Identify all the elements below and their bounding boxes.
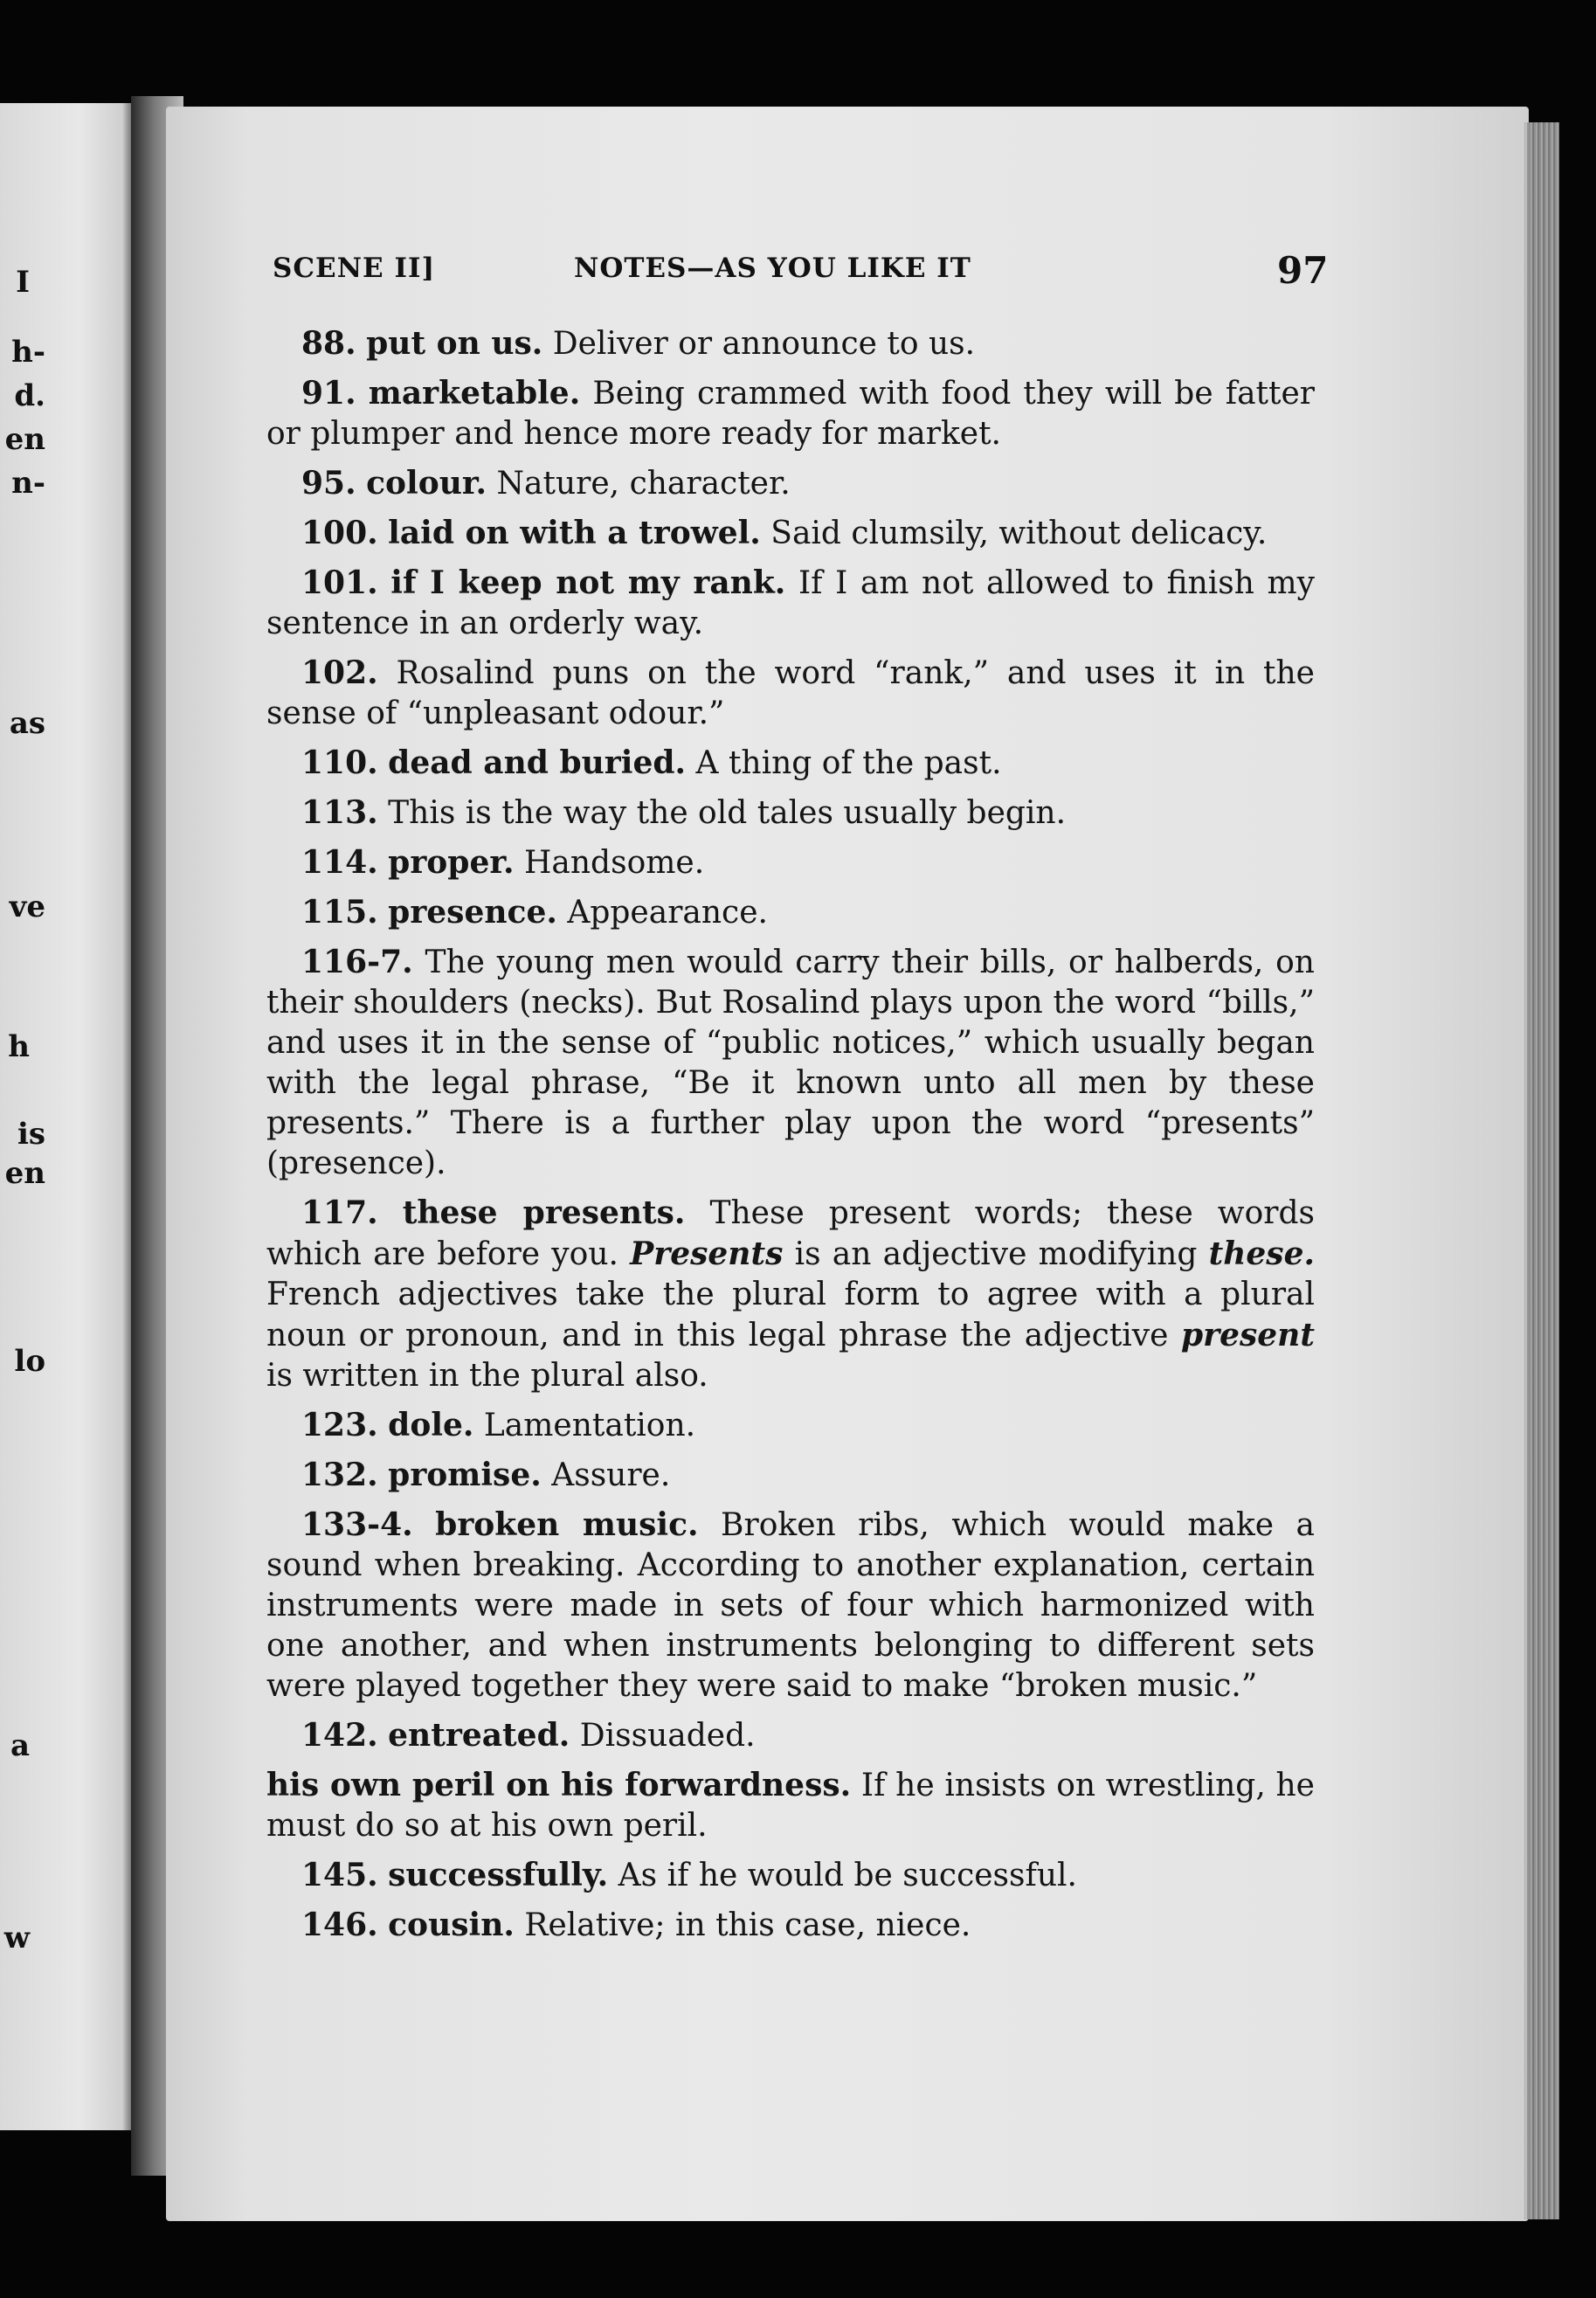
- note-number: 132.: [301, 1457, 378, 1493]
- left-fragment: I: [16, 265, 30, 300]
- note-gloss: Said clumsily, without delicacy.: [770, 516, 1268, 551]
- scene-label: SCENE II]: [273, 253, 436, 284]
- note-number: 110.: [301, 744, 378, 781]
- running-title: NOTES—AS YOU LIKE IT: [574, 253, 971, 284]
- note-lemma: dead and buried.: [388, 744, 687, 781]
- note-item: [266, 1405, 1315, 1446]
- note-gloss: As if he would be successful.: [618, 1858, 1077, 1893]
- page-number: 97: [1277, 249, 1329, 292]
- left-fragment: is: [17, 1117, 45, 1152]
- note-gloss: Being crammed with food they will be fatter or plumper and hence more ready for market.: [266, 376, 1315, 452]
- note-gloss: Handsome.: [524, 845, 705, 881]
- note-item: [266, 793, 1315, 834]
- note-item: [266, 513, 1315, 554]
- note-number: 102.: [301, 654, 378, 691]
- note-lemma: laid on with a trowel.: [388, 515, 761, 551]
- note-lemma: broken music.: [435, 1506, 699, 1543]
- note-gloss: Relative; in this case, niece.: [524, 1907, 971, 1943]
- note-lemma: proper.: [388, 844, 515, 881]
- left-fragment: as: [9, 706, 45, 741]
- note-gloss: Dissuaded.: [579, 1718, 756, 1754]
- note-gloss: Rosalind puns on the word “rank,” and uses it in the sense of “unpleasant odour.”: [266, 655, 1315, 731]
- note-item: [266, 1765, 1315, 1846]
- note-item: [266, 1193, 1315, 1396]
- note-gloss: Assure.: [551, 1457, 671, 1493]
- note-lemma: his own peril on his forwardness.: [266, 1767, 852, 1803]
- note-lemma: marketable.: [368, 375, 581, 412]
- left-fragment: a: [10, 1728, 30, 1763]
- note-number: 101.: [301, 564, 378, 601]
- note-lemma: presence.: [388, 894, 557, 931]
- note-gloss: The young men would carry their bills, or halberds, on their shoulders (necks). But Rosalind plays upon the word “bills,” and uses it in the sense of “public notices,” which usually began with the legal phrase, “Be it known unto all men by these presents.” There is a further play upon the word “presents” (presence).: [266, 945, 1315, 1181]
- note-gloss: These present words; these words which are before you.: [266, 1195, 1315, 1272]
- note-gloss: Broken ribs, which would make a sound when breaking. According to another explanation, certain instruments were made in sets of four which harmonized with one another, and when instruments belonging to different sets were played together they were said to make “broken music.”: [266, 1507, 1316, 1704]
- note-gloss: Nature, character.: [496, 466, 791, 502]
- note-item: [266, 1505, 1315, 1706]
- note-gloss: If I am not allowed to finish my sentence in an orderly way.: [266, 565, 1316, 641]
- left-fragment: n-: [11, 466, 45, 501]
- note-number: 117.: [301, 1194, 378, 1231]
- note-number: 100.: [301, 515, 378, 551]
- page-stack-edge: [1524, 122, 1559, 2219]
- note-item: [266, 1715, 1315, 1756]
- left-fragment: w: [3, 1921, 30, 1955]
- left-fragment: h: [8, 1029, 30, 1064]
- note-item: [266, 743, 1315, 784]
- note-lemma: successfully.: [388, 1857, 609, 1893]
- note-lemma: dole.: [388, 1407, 474, 1443]
- note-number: 113.: [301, 794, 378, 831]
- left-fragment: lo: [14, 1344, 45, 1379]
- left-fragment: h-: [11, 335, 45, 370]
- note-number: 145.: [301, 1857, 378, 1893]
- left-fragment: d.: [14, 378, 45, 413]
- note-item: [266, 892, 1315, 933]
- note-gloss: This is the way the old tales usually begin.: [388, 795, 1067, 831]
- note-number: 91.: [301, 375, 356, 412]
- note-item: [266, 1855, 1315, 1896]
- left-fragment: ve: [9, 889, 45, 924]
- notes-body: [266, 323, 1315, 1955]
- note-number: 123.: [301, 1407, 378, 1443]
- note-item: [266, 373, 1315, 454]
- note-italic: present: [1180, 1317, 1315, 1353]
- note-italic: Presents: [630, 1236, 784, 1272]
- note-gloss: If he insists on wrestling, he must do so at his own peril.: [266, 1768, 1315, 1844]
- note-number: 95.: [301, 465, 356, 502]
- note-number: 88.: [301, 325, 356, 362]
- note-gloss: French adjectives take the plural form to agree with a plural noun or pronoun, and in this legal phrase the adjective: [266, 1277, 1315, 1353]
- note-number: 116-7.: [301, 944, 413, 980]
- note-lemma: cousin.: [388, 1907, 515, 1943]
- note-gloss: A thing of the past.: [695, 745, 1002, 781]
- note-item: [266, 942, 1315, 1184]
- note-gloss: Deliver or announce to us.: [552, 326, 976, 362]
- note-item: [266, 323, 1315, 364]
- left-fragment: en: [4, 422, 45, 457]
- note-number: 115.: [301, 894, 378, 931]
- note-number: 133-4.: [301, 1506, 413, 1543]
- note-italic: these.: [1208, 1236, 1316, 1272]
- note-item: [266, 653, 1315, 734]
- note-gloss: is written in the plural also.: [266, 1358, 708, 1394]
- note-item: [266, 463, 1315, 504]
- note-gloss: is an adjective modifying: [794, 1236, 1198, 1272]
- note-gloss: Appearance.: [567, 895, 768, 931]
- note-gloss: Lamentation.: [483, 1408, 696, 1443]
- note-lemma: promise.: [388, 1457, 542, 1493]
- note-lemma: if I keep not my rank.: [390, 564, 786, 601]
- note-number: 142.: [301, 1717, 378, 1754]
- note-lemma: these presents.: [402, 1194, 686, 1231]
- note-lemma: entreated.: [388, 1717, 570, 1754]
- left-page-edge: [0, 103, 133, 2130]
- note-item: [266, 1455, 1315, 1496]
- note-item: [266, 1905, 1315, 1946]
- running-head: [273, 249, 1329, 293]
- note-number: 146.: [301, 1907, 378, 1943]
- note-number: 114.: [301, 844, 378, 881]
- note-lemma: put on us.: [366, 325, 543, 362]
- note-item: [266, 842, 1315, 883]
- note-lemma: colour.: [366, 465, 487, 502]
- note-item: [266, 563, 1315, 644]
- left-fragment: en: [4, 1156, 45, 1191]
